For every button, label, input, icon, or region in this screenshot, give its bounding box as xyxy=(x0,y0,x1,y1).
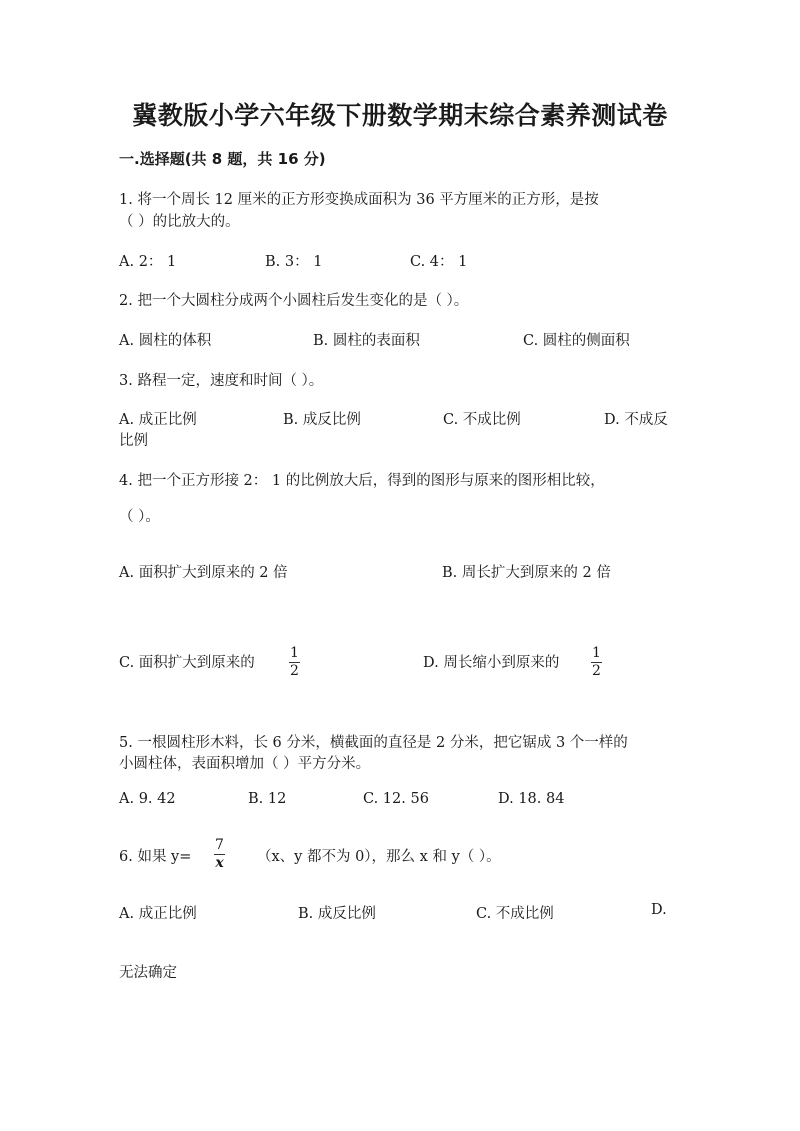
question-3-option-d-cont: 比例 xyxy=(119,433,148,449)
question-4-option-c[interactable]: C. 面积扩大到原来的 xyxy=(119,655,255,671)
question-3-option-b[interactable]: B. 成反比例 xyxy=(283,412,361,428)
page-title: 冀教版小学六年级下册数学期末综合素养测试卷 xyxy=(132,101,668,130)
question-6-text: 6. 如果 y= xyxy=(119,849,192,865)
question-6-text-cont: （x、y 都不为 0），那么 x 和 y（ ）。 xyxy=(257,849,501,865)
question-5-option-d[interactable]: D. 18. 84 xyxy=(498,791,565,807)
question-6-option-a[interactable]: A. 成正比例 xyxy=(119,906,197,922)
question-1-option-b[interactable]: B. 3： 1 xyxy=(265,254,323,270)
question-5-text: 5. 一根圆柱形木料，长 6 分米，横截面的直径是 2 分米，把它锯成 3 个一样的 xyxy=(119,735,628,751)
question-3-option-d[interactable]: D. 不成反 xyxy=(604,412,668,428)
question-1-option-a[interactable]: A. 2： 1 xyxy=(119,254,177,270)
fraction-numerator: 7 xyxy=(215,837,224,853)
fraction-denominator: 2 xyxy=(290,663,299,679)
question-5-text-cont: 小圆柱体，表面积增加（ ）平方分米。 xyxy=(119,756,371,772)
fraction-one-half xyxy=(289,646,300,679)
question-1-text-cont: （ ）的比放大的。 xyxy=(119,214,240,230)
question-1-option-c[interactable]: C. 4： 1 xyxy=(410,254,468,270)
question-5-option-b[interactable]: B. 12 xyxy=(248,791,287,807)
question-4-option-a[interactable]: A. 面积扩大到原来的 2 倍 xyxy=(119,565,288,581)
question-3-option-c[interactable]: C. 不成比例 xyxy=(443,412,521,428)
fraction-numerator: 1 xyxy=(592,645,601,661)
question-2-text: 2. 把一个大圆柱分成两个小圆柱后发生变化的是（ ）。 xyxy=(119,293,469,309)
section-heading: 一.选择题(共 8 题，共 16 分) xyxy=(119,150,326,168)
question-6-option-d-cont: 无法确定 xyxy=(119,965,177,981)
fraction-seven-over-x xyxy=(214,838,225,871)
fraction-one-half xyxy=(591,646,602,679)
fraction-denominator: 2 xyxy=(592,663,601,679)
question-4-option-b[interactable]: B. 周长扩大到原来的 2 倍 xyxy=(442,565,611,581)
question-3-text: 3. 路程一定，速度和时间（ ）。 xyxy=(119,373,324,389)
question-2-option-b[interactable]: B. 圆柱的表面积 xyxy=(313,333,420,349)
question-6-option-b[interactable]: B. 成反比例 xyxy=(298,906,376,922)
question-6-option-d[interactable]: D. xyxy=(651,902,667,918)
question-4-text: 4. 把一个正方形接 2： 1 的比例放大后，得到的图形与原来的图形相比较， xyxy=(119,473,605,489)
fraction-denominator: x xyxy=(215,855,224,871)
question-1-text: 1. 将一个周长 12 厘米的正方形变换成面积为 36 平方厘米的正方形，是按 xyxy=(119,192,599,208)
question-6-option-c[interactable]: C. 不成比例 xyxy=(476,906,554,922)
question-3-option-a[interactable]: A. 成正比例 xyxy=(119,412,197,428)
question-4-option-d[interactable]: D. 周长缩小到原来的 xyxy=(423,655,560,671)
question-2-option-a[interactable]: A. 圆柱的体积 xyxy=(119,333,212,349)
question-2-option-c[interactable]: C. 圆柱的侧面积 xyxy=(523,333,630,349)
question-5-option-c[interactable]: C. 12. 56 xyxy=(363,791,429,807)
question-5-option-a[interactable]: A. 9. 42 xyxy=(119,791,176,807)
fraction-numerator: 1 xyxy=(290,645,299,661)
question-4-text-cont: （ ）。 xyxy=(119,509,160,525)
